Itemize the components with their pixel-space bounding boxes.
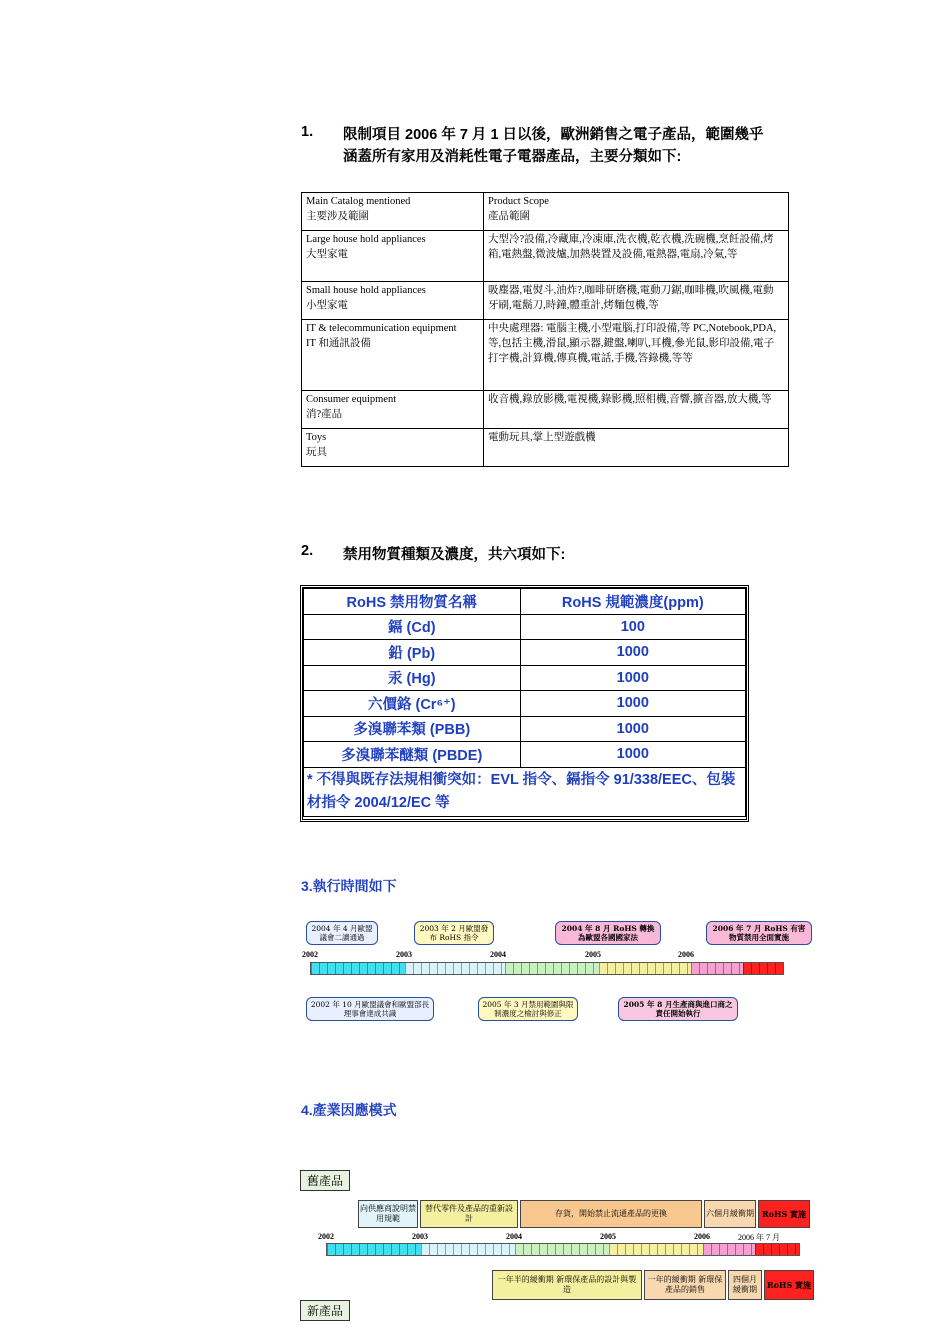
- substance-limit: 1000: [520, 665, 745, 691]
- substance-limit: 1000: [520, 691, 745, 717]
- phase-box-bottom: 一年半的緩衝期 新環保產品的設計與製造: [492, 1270, 642, 1300]
- scope-cell: 吸塵器,電熨斗,油炸?,咖啡研磨機,電動刀鋸,咖啡機,吹風機,電動牙刷,電鬍刀,時鐘,體重計,烤麵包機,等: [484, 282, 789, 320]
- bar-segment-2002: [327, 1244, 421, 1255]
- substance-name: 鎘 (Cd): [304, 614, 521, 640]
- substance-name: 六價鉻 (Cr⁶⁺): [304, 691, 521, 717]
- table-row: [302, 391, 789, 429]
- substance-limit: 1000: [520, 716, 745, 742]
- substance-name: 鉛 (Pb): [304, 640, 521, 666]
- catalog-en: Toys: [306, 432, 327, 443]
- section-2-title: 禁用物質種類及濃度，共六項如下:: [343, 547, 566, 563]
- callout-top: 2004 年 8 月 RoHS 轉換為歐盟各國國家法: [555, 921, 661, 945]
- header-scope-cell: [484, 193, 789, 231]
- catalog-zh: 小型家電: [306, 300, 348, 311]
- callout-bottom: 2005 年 3 月禁用範圍與限制濃度之檢討與修正: [478, 997, 578, 1021]
- phase-box-bottom: 一年的緩衝期 新環保產品的銷售: [644, 1270, 726, 1300]
- year-label: 2002: [318, 1232, 334, 1241]
- substance-name: 多溴聯苯類 (PBB): [304, 716, 521, 742]
- table-row: [304, 614, 746, 640]
- catalog-cell: [302, 391, 484, 429]
- substance-limit: 100: [520, 614, 745, 640]
- catalog-zh: 玩具: [306, 447, 327, 458]
- header-catalog-zh: 主要涉及範圍: [306, 211, 369, 222]
- year-label: 2003: [412, 1232, 428, 1241]
- phase-box-top: 存貨，開始禁止流通產品的更換: [520, 1200, 702, 1228]
- phase-box-top: 替代零件及產品的重新設計: [420, 1200, 518, 1228]
- year-label: 2005: [585, 950, 601, 959]
- table-row: [302, 429, 789, 467]
- year-label: 2002: [302, 950, 318, 959]
- callout-bottom: 2005 年 8 月生產商與進口商之責任開始執行: [618, 997, 738, 1021]
- scope-cell: 中央處理器: 電腦主機,小型電腦,打印設備,等 PC,Notebook,PDA,等,包括主機,滑鼠,顯示器,鍵盤,喇叭,耳機,參光鼠,影印設備,電子打字機,計算機,傳真機,電話,手機,答錄機,等等: [484, 320, 789, 391]
- catalog-cell: [302, 320, 484, 391]
- header-catalog-cell: [302, 193, 484, 231]
- rohs-header-value: RoHS 規範濃度(ppm): [520, 589, 745, 615]
- phase-box-top: 向供應商說明禁用規範: [358, 1200, 418, 1228]
- timeline-2: [300, 1168, 820, 1328]
- year-label: 2005: [600, 1232, 616, 1241]
- year-label: 2003: [396, 950, 412, 959]
- header-scope-en: Product Scope: [488, 196, 549, 207]
- catalog-en: Consumer equipment: [306, 394, 397, 405]
- section-1-number: 1.: [301, 124, 314, 140]
- table-row: [302, 231, 789, 282]
- substance-limit: 1000: [520, 640, 745, 666]
- phase-box-bottom: RoHS 實施: [764, 1270, 814, 1300]
- substance-name: 汞 (Hg): [304, 665, 521, 691]
- rohs-note: * 不得與既存法規相衝突如：EVL 指令、鎘指令 91/338/EEC、包裝材指令 2004/12/EC 等: [304, 767, 746, 816]
- callout-top: 2003 年 2 月歐盟發布 RoHS 指令: [414, 921, 494, 945]
- catalog-zh: 大型家電: [306, 249, 348, 260]
- callout-top: 2006 年 7 月 RoHS 有害物質禁用全面實施: [706, 921, 812, 945]
- catalog-cell: [302, 231, 484, 282]
- section-1-heading: [301, 124, 821, 168]
- product-scope-table: [301, 192, 789, 467]
- table-row: [304, 640, 746, 666]
- bar-segment-2004: [515, 1244, 609, 1255]
- phase-box-top: 六個月緩衝期: [704, 1200, 756, 1228]
- table-row: [304, 767, 746, 816]
- table-row: [304, 665, 746, 691]
- section-2-heading: [301, 543, 801, 564]
- substance-limit: 1000: [520, 742, 745, 768]
- bar-segment-2006a: [703, 1244, 755, 1255]
- substance-name: 多溴聯苯醚類 (PBDE): [304, 742, 521, 768]
- bar-segment-2006b: [743, 963, 783, 974]
- table-row: [302, 320, 789, 391]
- catalog-zh: 消?產品: [306, 409, 343, 420]
- timeline-1-bar: [310, 962, 784, 975]
- bar-segment-2002: [311, 963, 405, 974]
- new-product-label: 新產品: [300, 1300, 350, 1321]
- year-label: 2006 年 7 月: [738, 1233, 780, 1242]
- section-2-number: 2.: [301, 543, 314, 559]
- table-row: [304, 742, 746, 768]
- section-1-line-2: 涵蓋所有家用及消耗性電子電器產品，主要分類如下:: [343, 149, 682, 165]
- year-label: 2004: [490, 950, 506, 959]
- bar-segment-2004: [505, 963, 599, 974]
- catalog-en: Small house hold appliances: [306, 285, 426, 296]
- catalog-cell: [302, 282, 484, 320]
- timeline-2-bar: [326, 1243, 800, 1256]
- table-row: [302, 282, 789, 320]
- phase-box-bottom: 四個月緩衝期: [728, 1270, 762, 1300]
- header-scope-zh: 產品範圍: [488, 211, 530, 222]
- bar-segment-2005: [599, 963, 691, 974]
- scope-cell: 大型冷?設備,冷藏庫,冷凍庫,洗衣機,乾衣機,洗碗機,烹飪設備,烤箱,電熱盤,微波爐,加熱裝置及設備,電熱器,電扇,冷氣,等: [484, 231, 789, 282]
- catalog-en: Large house hold appliances: [306, 234, 426, 245]
- catalog-en: IT & telecommunication equipment: [306, 323, 457, 334]
- table-row: [302, 193, 789, 231]
- phase-box-top: RoHS 實施: [758, 1200, 810, 1228]
- catalog-cell: [302, 429, 484, 467]
- table-row: [304, 691, 746, 717]
- rohs-table-frame: [300, 585, 749, 822]
- table-row: [304, 589, 746, 615]
- old-product-label: 舊產品: [300, 1170, 350, 1191]
- section-1-line-1: 限制項目 2006 年 7 月 1 日以後，歐洲銷售之電子產品，範圍幾乎: [343, 127, 764, 143]
- bar-segment-2006a: [691, 963, 743, 974]
- bar-segment-2003: [405, 963, 505, 974]
- bar-segment-2006b: [755, 1244, 799, 1255]
- timeline-1: [300, 915, 820, 1025]
- bar-segment-2005: [609, 1244, 703, 1255]
- year-label: 2006: [678, 950, 694, 959]
- rohs-header-name: RoHS 禁用物質名稱: [304, 589, 521, 615]
- callout-bottom: 2002 年 10 月歐盟議會和歐盟部長理事會達成共識: [306, 997, 434, 1021]
- rohs-table: [303, 588, 746, 817]
- bar-segment-2003: [421, 1244, 515, 1255]
- section-3-title: 3.執行時間如下: [301, 878, 397, 894]
- scope-cell: 電動玩具,掌上型遊戲機: [484, 429, 789, 467]
- header-catalog-en: Main Catalog mentioned: [306, 196, 411, 207]
- section-4-title: 4.產業因應模式: [301, 1102, 397, 1118]
- catalog-zh: IT 和通訊設備: [306, 338, 371, 349]
- callout-top: 2004 年 4 月歐盟議會二讀通過: [306, 921, 378, 945]
- scope-cell: 收音機,錄放影機,電視機,錄影機,照相機,音響,擴音器,放大機,等: [484, 391, 789, 429]
- year-label: 2006: [694, 1232, 710, 1241]
- table-row: [304, 716, 746, 742]
- year-label: 2004: [506, 1232, 522, 1241]
